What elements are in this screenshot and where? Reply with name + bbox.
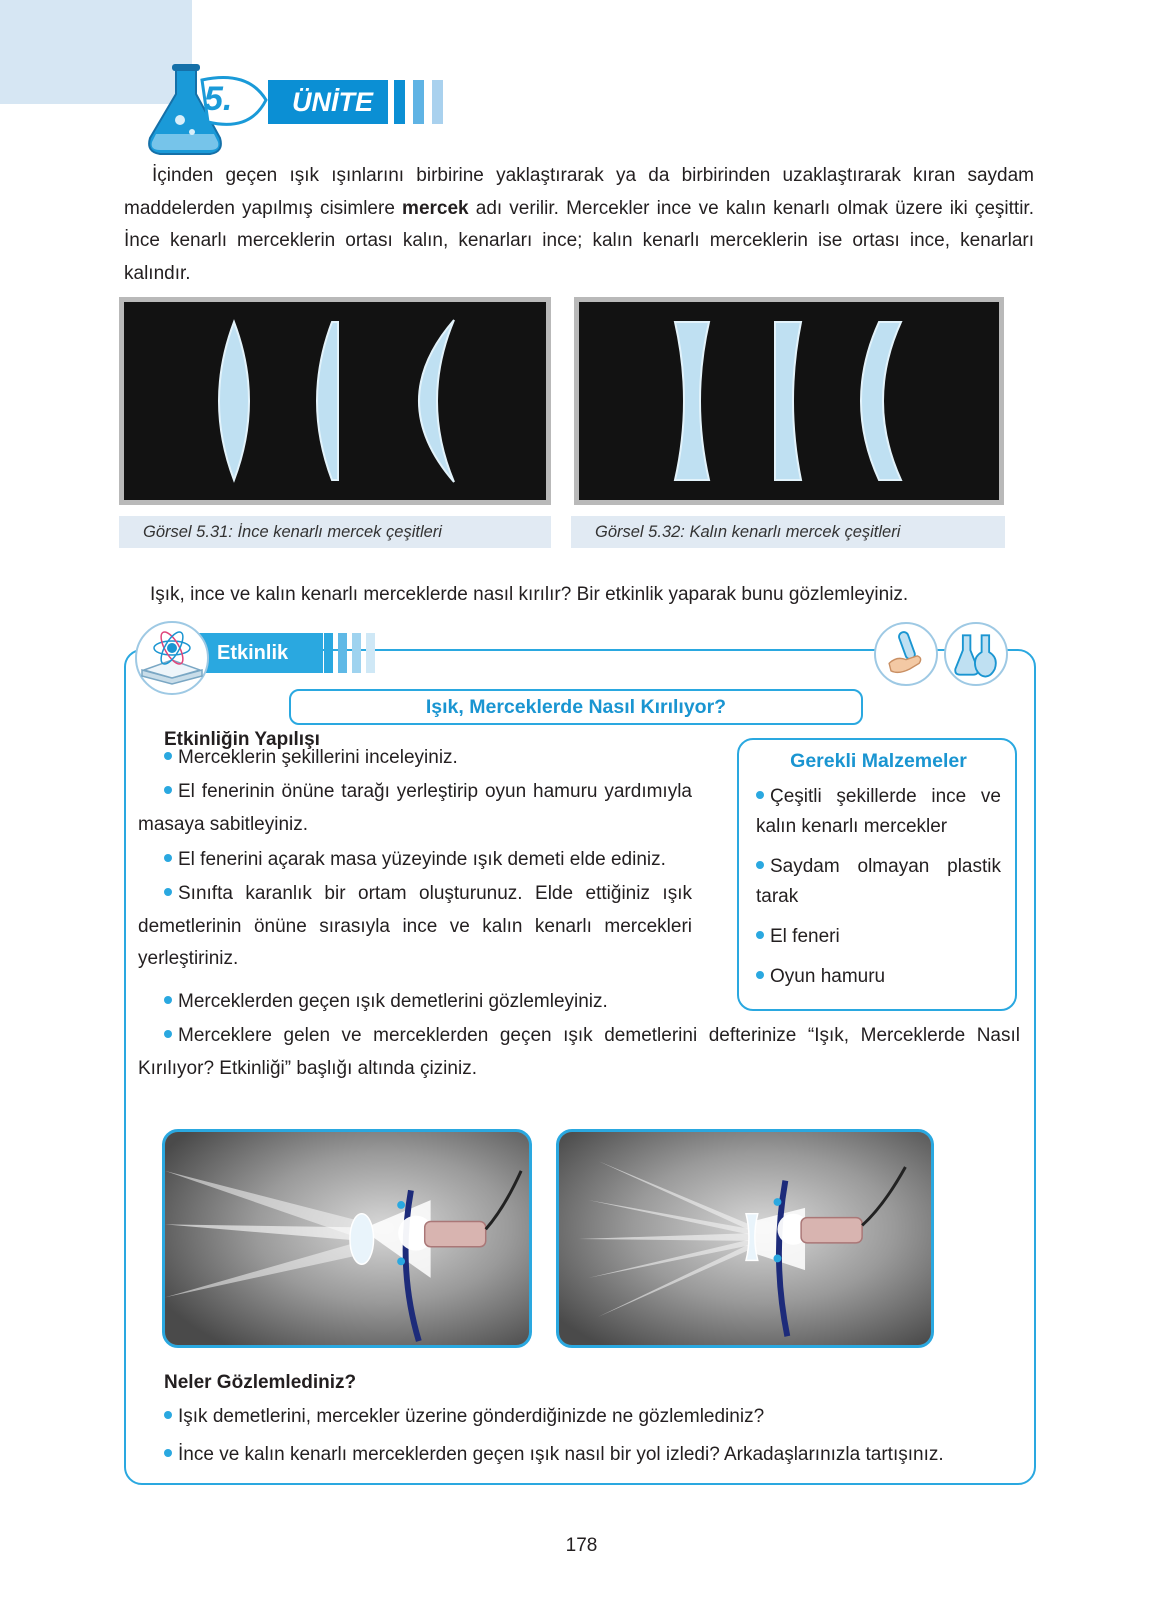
unit-stripes	[394, 80, 443, 124]
intro-text-after: adı verilir. Mercekler ince ve kalın kenarlı olmak üzere iki çeşittir. İnce kenarlı merceklerin ortası kalın, kenarları ince; kalın kenarlı merceklerin ise ortası ince, kenarları kalındır.	[124, 197, 1034, 284]
page-number: 178	[565, 1535, 598, 1556]
observation-item	[164, 1444, 944, 1466]
flask-icon	[138, 60, 278, 160]
atom-book-icon	[132, 620, 212, 696]
observation-text: Işık demetlerini, mercekler üzerine gönderdiğinizde ne gözlemlediniz?	[178, 1406, 765, 1427]
thin-lens-photo	[119, 297, 551, 505]
step-text: El fenerinin önüne tarağı yerleştirip oyun hamuru yardımıyla masaya sabitleyiniz.	[138, 781, 692, 835]
question-text: Işık, ince ve kalın kenarlı merceklerde nasıl kırılır? Bir etkinlik yaparak bunu gözlemleyiniz.	[150, 584, 909, 605]
step-item	[138, 1020, 1020, 1085]
step-text: Merceklere gelen ve merceklerden geçen ışık demetlerini defterinize “Işık, Merceklerde Nasıl Kırılıyor? Etkinliği” başlığı altında çiziniz.	[138, 1025, 1020, 1079]
bullet-icon	[756, 931, 764, 939]
observation-text: İnce ve kalın kenarlı merceklerden geçen ışık nasıl bir yol izledi? Arkadaşlarınızla tartışınız.	[178, 1444, 944, 1465]
bullet-icon	[756, 861, 764, 869]
material-item	[756, 852, 1001, 912]
bullet-icon	[164, 996, 172, 1004]
thick-lens-photo	[574, 297, 1004, 505]
material-item	[756, 782, 1001, 842]
step-text: Merceklerden geçen ışık demetlerini gözlemleyiniz.	[178, 991, 608, 1012]
material-text: El feneri	[770, 926, 840, 947]
flasks-icon	[944, 622, 1008, 686]
step-text: Merceklerin şekillerini inceleyiniz.	[178, 747, 458, 768]
observations-heading: Neler Gözlemlediniz?	[164, 1372, 357, 1393]
materials-box	[737, 738, 1017, 1011]
unit-title: ÜNİTE	[268, 80, 388, 124]
bullet-icon	[164, 1449, 172, 1457]
bullet-icon	[164, 854, 172, 862]
experiment-photo-diverging	[556, 1129, 934, 1348]
experiment-photo-converging	[162, 1129, 532, 1348]
material-text: Oyun hamuru	[770, 966, 886, 987]
activity-stripes	[324, 633, 375, 673]
bullet-icon	[164, 786, 172, 794]
activity-title: Işık, Merceklerde Nasıl Kırılıyor?	[289, 689, 863, 725]
intro-paragraph	[124, 160, 1034, 290]
step-text: Sınıfta karanlık bir ortam oluşturunuz. Elde ettiğiniz ışık demetlerinin önüne sırasıyla ince ve kalın kenarlı mercekleri yerleştiriniz.	[138, 883, 692, 969]
hand-test-tube-icon	[874, 622, 938, 686]
bullet-icon	[164, 1411, 172, 1419]
bullet-icon	[164, 1030, 172, 1038]
material-item	[756, 962, 1001, 992]
intro-text-before: İçinden geçen ışık ışınlarını birbirine yaklaştırarak ya da birbirinden uzaklaştırarak kıran saydam maddelerden yapılmış cisimlere	[124, 165, 1034, 219]
unit-number: 5.	[204, 80, 233, 118]
materials-title: Gerekli Malzemeler	[790, 750, 967, 772]
activity-tab: Etkinlik	[195, 633, 323, 673]
bullet-icon	[756, 971, 764, 979]
step-item	[164, 742, 694, 775]
step-item	[164, 844, 694, 877]
observation-item	[164, 1406, 764, 1428]
step-text: El fenerini açarak masa yüzeyinde ışık demeti elde ediniz.	[178, 849, 666, 870]
material-text: Çeşitli şekillerde ince ve kalın kenarlı mercekler	[756, 786, 1001, 837]
step-item	[138, 878, 692, 976]
step-item	[138, 776, 692, 841]
bullet-icon	[756, 791, 764, 799]
material-item	[756, 922, 1001, 952]
bullet-icon	[164, 752, 172, 760]
bullet-icon	[164, 888, 172, 896]
steps-heading: Etkinliğin Yapılışı	[164, 729, 320, 750]
intro-bold-term: mercek	[402, 197, 469, 219]
figure-caption-thick: Görsel 5.32: Kalın kenarlı mercek çeşitleri	[571, 516, 1005, 548]
material-text: Saydam olmayan plastik tarak	[756, 856, 1001, 907]
figure-caption-thin: Görsel 5.31: İnce kenarlı mercek çeşitleri	[119, 516, 551, 548]
